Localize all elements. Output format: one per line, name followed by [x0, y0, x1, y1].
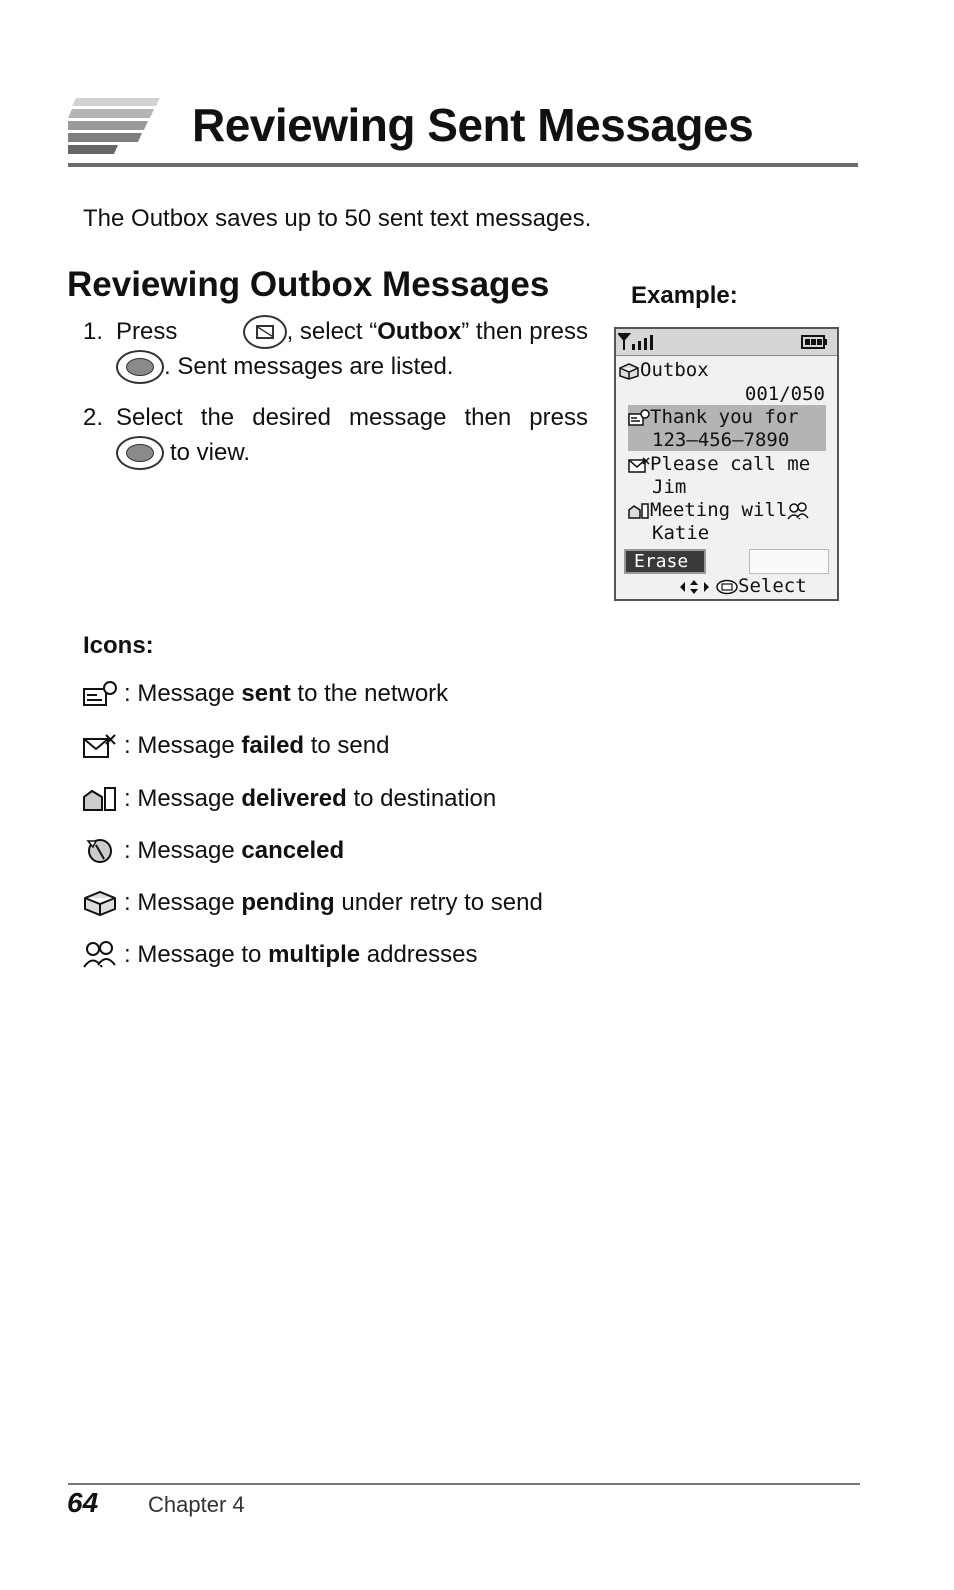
multiple-icon [787, 502, 809, 520]
delivered-icon [82, 785, 118, 813]
legend-item: : Message delivered to destination [82, 785, 496, 813]
message-item[interactable]: Meeting will [628, 499, 809, 522]
title-stripes-icon [68, 98, 163, 158]
select-label: Select [738, 575, 807, 597]
failed-icon [628, 456, 650, 474]
message-item[interactable]: Thank you for [628, 406, 799, 429]
battery-icon [801, 334, 829, 350]
folder-name: Outbox [640, 359, 709, 381]
page-number: 64 [67, 1487, 99, 1518]
phone-screen [614, 327, 839, 601]
intro-text: The Outbox saves up to 50 sent text messages. [83, 205, 592, 232]
signal-icon [618, 332, 658, 352]
legend-item: : Message sent to the network [82, 680, 448, 708]
step-1-line-1: Press , select “ Outbox ” then press [116, 314, 588, 349]
section-heading: Reviewing Outbox Messages [67, 265, 550, 304]
message-item[interactable]: Please call me [628, 453, 810, 476]
failed-icon [82, 732, 118, 760]
step-number: 2. [83, 404, 104, 431]
navigation-hint [678, 575, 807, 598]
message-address: Jim [652, 476, 687, 498]
step-1-line-2: . Sent messages are listed. [116, 349, 453, 384]
mail-key-icon [243, 315, 287, 349]
step-number: 1. [83, 318, 104, 345]
example-label: Example: [631, 282, 738, 309]
message-counter: 001/050 [744, 383, 825, 405]
pending-icon [82, 889, 118, 917]
right-softkey[interactable] [749, 549, 829, 574]
pending-icon [618, 362, 640, 380]
step-2 [83, 400, 588, 472]
step-1 [83, 314, 588, 386]
step-2-line-1: Select the desired message then press [116, 404, 588, 431]
ok-key-icon [116, 350, 164, 384]
message-address: Katie [652, 522, 710, 544]
sent-icon [82, 680, 118, 708]
step-2-line-2: to view. [116, 435, 250, 470]
chapter-label: Chapter 4 [148, 1492, 245, 1517]
sent-icon [628, 409, 650, 427]
delivered-icon [628, 502, 650, 520]
multiple-icon [82, 941, 118, 969]
page-title: Reviewing Sent Messages [192, 99, 754, 151]
outbox-bold: Outbox [377, 318, 462, 345]
legend-item: : Message failed to send [82, 732, 389, 760]
legend-item: : Message to multiple addresses [82, 941, 478, 969]
legend-item: : Message canceled [82, 837, 344, 865]
nav-key-icon [678, 578, 716, 596]
ok-key-icon [116, 436, 164, 470]
folder-header [618, 359, 709, 382]
legend-item: : Message pending under retry to send [82, 889, 543, 917]
message-address: 123—456—7890 [652, 429, 790, 451]
status-bar [616, 329, 837, 356]
title-divider [68, 163, 858, 167]
canceled-icon [82, 837, 118, 865]
footer-divider [68, 1483, 860, 1485]
mail-key-icon [716, 579, 738, 595]
erase-softkey[interactable]: Erase [624, 549, 706, 574]
icons-heading: Icons: [83, 632, 154, 659]
